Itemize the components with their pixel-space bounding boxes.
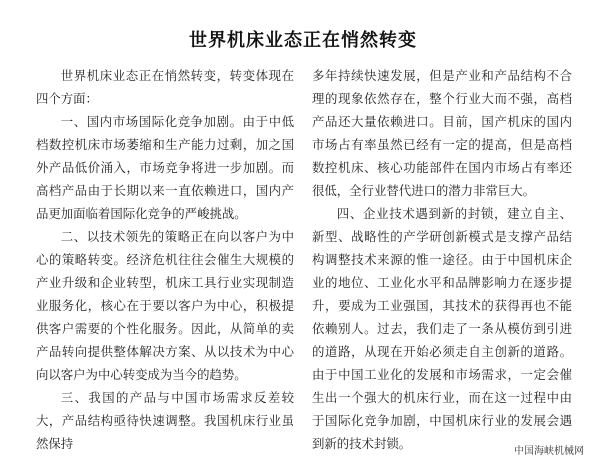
- source-watermark: 中国海峡机械网: [514, 446, 584, 457]
- paragraph-intro: 世界机床业态正在悄然转变，转变体现在四个方面：: [36, 68, 294, 106]
- paragraph-point-one: 一、国内市场国际化竞争加剧。由于中低档数控机床市场萎缩和生产能力过剩，加之国外产品低价涌入，市场竞争将进一步加剧。而高档产品由于长期以来一直依赖进口，国内产品更加面临着国际化竞争的严峻挑战。: [36, 114, 294, 221]
- left-column: [36, 64, 294, 455]
- article-title: 世界机床业态正在悄然转变: [189, 30, 417, 51]
- paragraph-point-three-continued: 多年持续快速发展，但是产业和产品结构不合理的现象依然存在，整个行业大而不强，高档产品还大量依赖进口。目前，国产机床的国内市场占有率虽然已经有一定的提高，但是高档数控机床、核心功能部件在国内市场占有率还很低，全行业替代进口的潜力非常巨大。: [312, 68, 572, 198]
- right-column: [312, 64, 572, 455]
- paragraph-point-three-start: 三、我国的产品与中国市场需求反差较大，产品结构亟待快速调整。我国机床行业虽然保持: [36, 390, 294, 451]
- paragraph-point-four: 四、企业技术遇到新的封锁，建立自主、新型、战略性的产学研创新模式是支撑产品结构调整技术来源的惟一途径。由于中国机床企业的地位、工业化水平和品牌影响力在逐步提升，要成为工业强国，其技术的获得再也不能依赖别人。过去，我们走了一条从模仿到引进的道路，从现在开始必须走自主创新的道路。由于中国工业化的发展和市场需求，一定会催生出一个强大的机床行业，而在这一过程中由于国际化竞争加剧，中国机床行业的发展会遇到新的技术封锁。: [312, 206, 572, 451]
- paragraph-point-two: 二、以技术领先的策略正在向以客户为中心的策略转变。经济危机往往会催生大规模的产业升级和企业转型，机床工具行业实现制造业服务化，核心在于要以客户为中心，积极提供客户需要的个性化服务。因此，从简单的卖产品转向提供整体解决方案、从以技术为中心向以客户为中心转变成为当今的趋势。: [36, 229, 294, 382]
